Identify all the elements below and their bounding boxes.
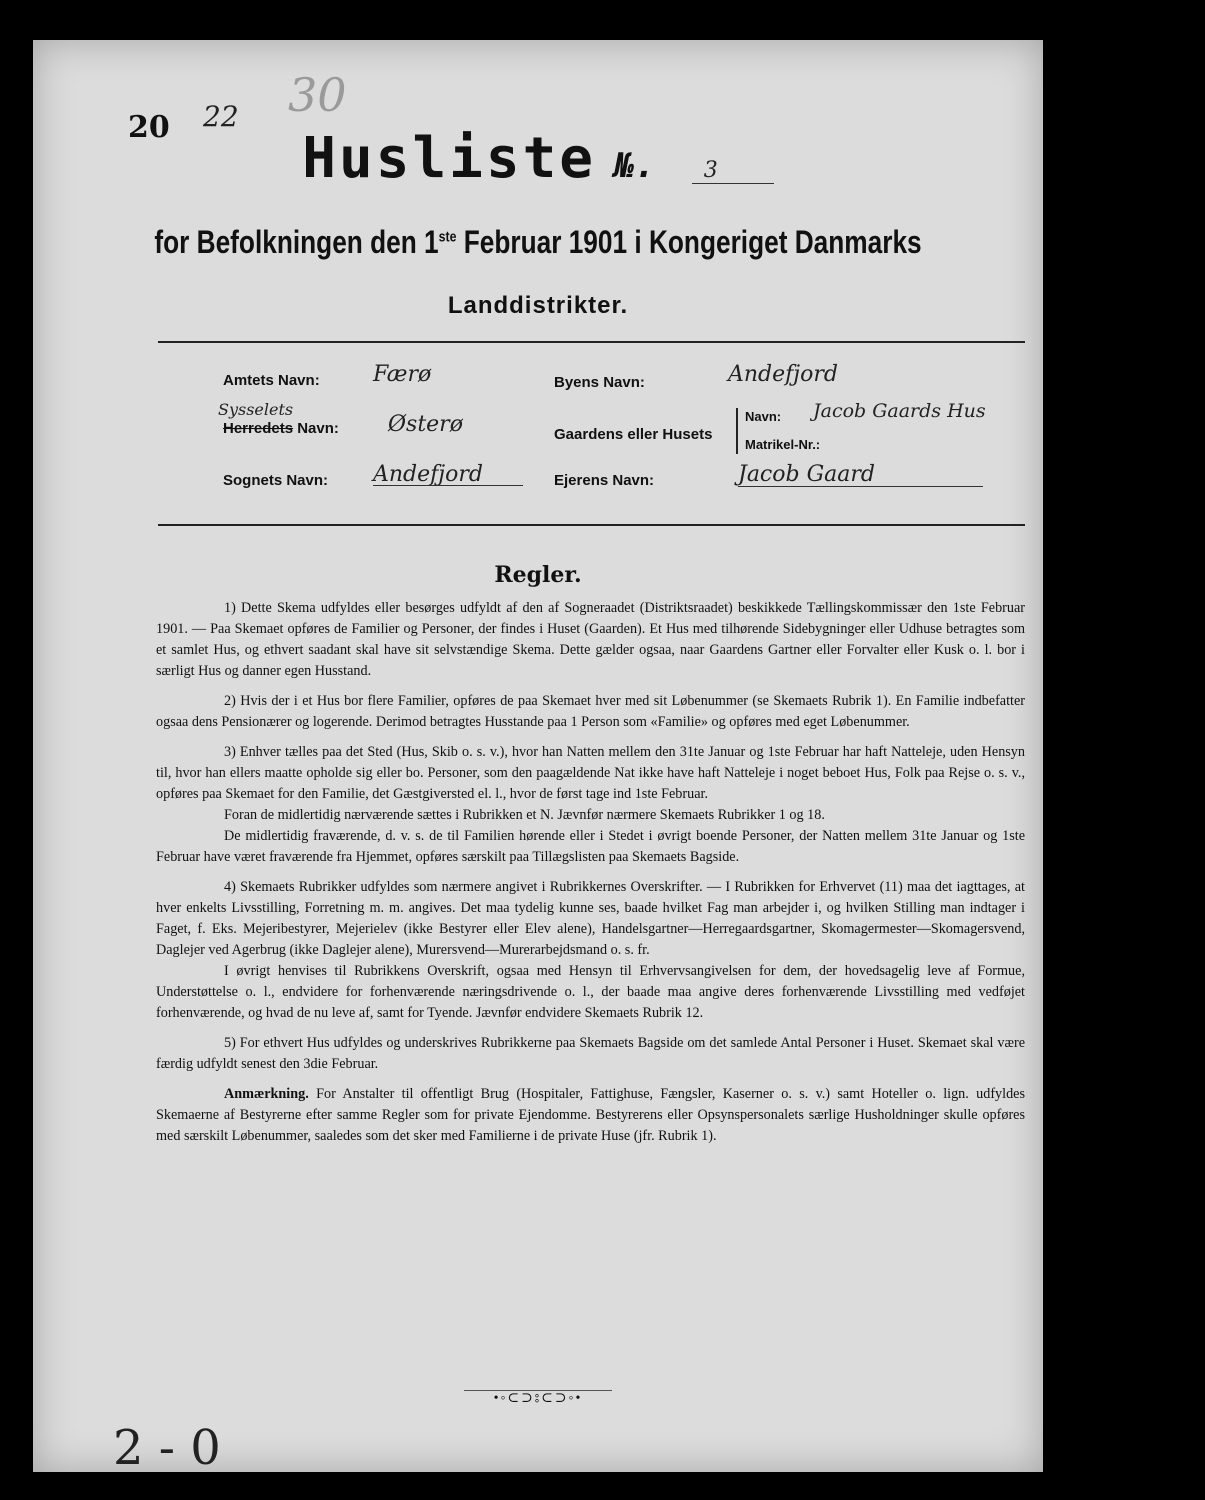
- navn-word: Navn:: [293, 420, 339, 437]
- rule-2: 2) Hvis der i et Hus bor flere Familier, opføres de paa Skemaet hver med sit Løbenummer (se Skemaets Rubrik 1). En Familie indbefatter ogsaa dens Pensionærer og logerende. Derimod betragtes Husstande paa 1 Person som «Familie» og opføres med eget Løbenummer.: [156, 693, 1025, 730]
- regler-heading: Regler.: [494, 562, 582, 588]
- subtitle-superscript: ste: [438, 228, 457, 246]
- ejerens-value: Jacob Gaard: [738, 462, 875, 487]
- form-title: [33, 126, 1043, 191]
- herredets-label: [223, 420, 339, 437]
- middle-divider: [158, 524, 1025, 526]
- number-label: №.: [614, 146, 655, 186]
- ejerens-underline: [738, 486, 983, 487]
- rule-5: 5) For ethvert Hus udfyldes og underskrives Rubrikkerne paa Skemaets Bagside om det samlede Antal Personer i Huset. Skemaet skal være færdig udfyldt senest den 3die Februar.: [156, 1035, 1025, 1072]
- byens-label: Byens Navn:: [554, 374, 645, 391]
- bottom-handwritten-number: 2 - 0: [113, 1420, 221, 1476]
- rule-4-oevrigt: I øvrigt henvises til Rubrikkens Overskrift, ogsaa med Hensyn til Erhvervsangivelsen for dem, der hovedsagelig leve af Formue, Understøttelse o. l., endvidere for forhenværende næringsdrivende o. l., der baade maa angive deres forhenværende Livsstilling med vedføjet forhenværende, og hvad de nu leve af, samt for Tyende. Jævnfør endvidere Skemaets Rubrik 12.: [156, 963, 1025, 1021]
- ornament-divider: [33, 1390, 1043, 1407]
- navn-label: Navn:: [745, 409, 782, 424]
- gaardens-label: Gaardens eller Husets: [554, 426, 713, 443]
- amtets-value: Færø: [373, 362, 432, 387]
- navn-value: Jacob Gaards Hus: [813, 400, 986, 422]
- anmaerkning: [156, 1084, 1025, 1147]
- brace-line: [736, 408, 738, 454]
- rule-3-fravaerende: De midlertidig fraværende, d. v. s. de til Familien hørende eller i Stedet i øvrigt boende Personer, der Natten mellem 31te Januar og 1ste Februar have været fraværende fra Hjemmet, opføres særskilt paa Tillægslisten paa Skemaets Bagside.: [156, 828, 1025, 865]
- subtitle-text: for Befolkningen den 1: [154, 224, 439, 260]
- subtitle-text-end: Februar 1901 i Kongeriget Danmarks: [456, 224, 922, 260]
- form-district-type: Landdistrikter.: [447, 292, 629, 319]
- handwritten-page-number: 22: [203, 100, 239, 133]
- anmaerkning-label: Anmærkning.: [224, 1086, 309, 1102]
- sysselets-correction: Sysselets: [218, 400, 294, 419]
- anmaerkning-text: For Anstalter til offentligt Brug (Hospitaler, Fattighuse, Fængsler, Kaserner o. s. v.) samt Hoteller o. lign. udfyldes Skemaerne af Bestyrerne efter samme Regler som for private Ejendomme. Bestyrerens eller Opsynspersonalets særlige Husholdninger skulle opføres med særskilt Løbenummer, saaledes som det sker med Familierne i de private Huse (jfr. Rubrik 1).: [156, 1086, 1025, 1144]
- form-number-value: 3: [692, 158, 774, 184]
- printed-page-number: 20: [128, 110, 170, 145]
- ornament-glyphs: •◦⊂⊃⦂⊂⊃◦•: [464, 1390, 613, 1406]
- amtets-label: Amtets Navn:: [223, 372, 320, 389]
- sognets-label: Sognets Navn:: [223, 472, 329, 489]
- sognets-value: Andefjord: [373, 462, 483, 487]
- rule-3-foran: Foran de midlertidig nærværende sættes i Rubrikken et N. Jævnfør nærmere Skemaets Rubrikker 1 og 18.: [224, 807, 825, 823]
- rule-4: 4) Skemaets Rubrikker udfyldes som nærmere angivet i Rubrikkernes Overskrifter. — I Rubrikken for Erhvervet (11) maa det iagttages, at hver enkelts Livsstilling, Forretning m. m. angives. Det maa tydelig kunne ses, baade hvilket Fag man arbejder i, og hvilken Stilling man indtager i Faget, f. Eks. Mejeribestyrer, Mejerielev (ikke Bestyrer eller Elev alene), Handelsgartner—Herregaardsgartner, Skomagermester—Skomagersvend, Daglejer ved Agerbrug (ikke Daglejer alene), Murersvend—Murerarbejdsmand o. s. fr.: [156, 879, 1025, 958]
- herredets-value: Østerø: [388, 412, 463, 437]
- ejerens-label: Ejerens Navn:: [554, 472, 655, 489]
- sognets-underline: [373, 485, 523, 486]
- title-main: Husliste: [302, 126, 597, 191]
- top-divider: [158, 341, 1025, 343]
- form-subtitle: [124, 224, 952, 261]
- rule-3: 3) Enhver tælles paa det Sted (Hus, Skib o. s. v.), hvor han Natten mellem den 31te Januar og 1ste Februar har haft Natteleje, uden Hensyn til, hvor han ellers maatte opholde sig eller bo. Personer, som den paagældende Nat ikke have haft Natteleje i noget beboet Hus, Folk paa Rejse o. s. v., opføres paa Skemaet for den Familie, det Gæstgiversted el. l., hvor de først tage ind 1ste Februar.: [156, 744, 1025, 802]
- matrikel-label: Matrikel-Nr.:: [745, 437, 821, 452]
- byens-value: Andefjord: [728, 362, 838, 387]
- herredets-struck-word: Herredets: [223, 420, 294, 437]
- rules-text: [156, 598, 1025, 1156]
- pencil-number: 30: [288, 68, 347, 122]
- rule-1: 1) Dette Skema udfyldes eller besørges udfyldt af den af Sogneraadet (Distriktsraadet) beskikkede Tællingskommissær den 1ste Februar 1901. — Paa Skemaet opføres de Familier og Personer, der findes i Huset (Gaarden). Et Hus med tilhørende Sidebygninger eller Udhuse betragtes som et samlet Hus, og ethvert saadant skal have sit selvstændige Skema. Dette gælder ogsaa, naar Gaardens Gartner eller Forvalter eller Kusk o. l. bor i særligt Hus og danner egen Husstand.: [156, 600, 1025, 679]
- census-form-sheet: [33, 40, 1043, 1476]
